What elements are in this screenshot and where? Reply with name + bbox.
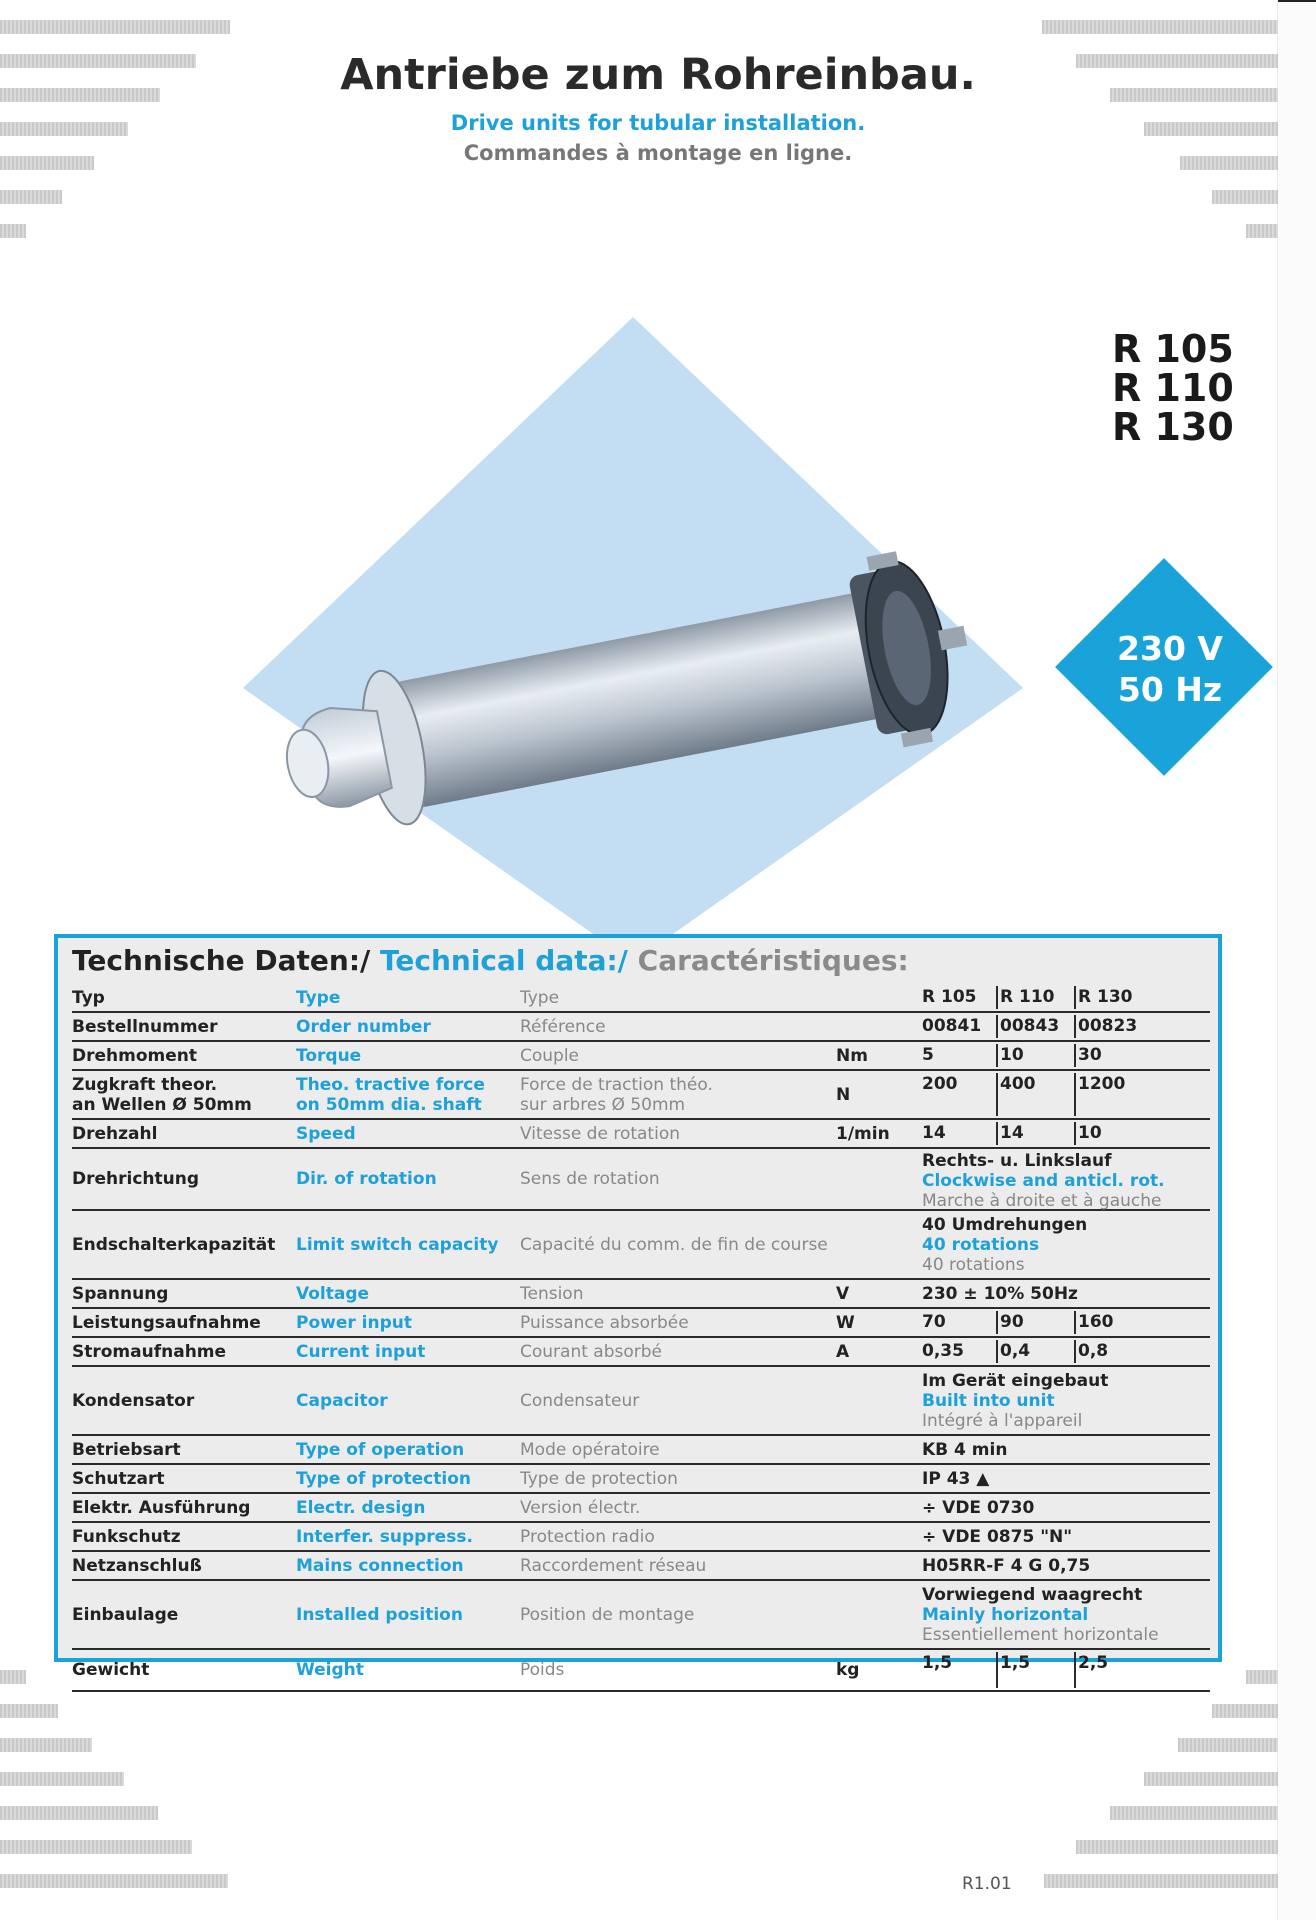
row-label-german: Betriebsart xyxy=(72,1440,181,1460)
table-row xyxy=(72,1309,1210,1338)
stripe-br-3 xyxy=(1178,1738,1278,1752)
stripe-tl-7 xyxy=(0,224,26,238)
row-label-french: Puissance absorbée xyxy=(520,1313,689,1333)
page-title: Antriebe zum Rohreinbau. xyxy=(340,50,976,100)
stripe-tr-6 xyxy=(1212,190,1278,204)
row-label-english: Type of operation xyxy=(296,1440,465,1460)
stripe-bl-2 xyxy=(0,1704,58,1718)
stripe-bl-5 xyxy=(0,1806,158,1820)
row-label-french: Vitesse de rotation xyxy=(520,1124,680,1144)
column-separator xyxy=(996,1122,998,1145)
table-row xyxy=(72,1338,1210,1367)
row-label-german: Gewicht xyxy=(72,1660,150,1680)
row-label-english: Torque xyxy=(296,1046,362,1066)
column-separator xyxy=(1074,1340,1076,1363)
stripe-br-7 xyxy=(1044,1874,1278,1888)
subtitle-english: Drive units for tubular installation. xyxy=(450,111,866,135)
table-row xyxy=(72,984,1210,1013)
row-label-german: Netzanschluß xyxy=(72,1556,202,1576)
heading-english: Technical data:/ xyxy=(380,944,628,977)
row-unit: 1/min xyxy=(836,1124,890,1144)
table-row xyxy=(72,1211,1210,1280)
column-separator xyxy=(1074,1652,1076,1688)
row-label-french: Type xyxy=(520,988,560,1008)
stripe-br-4 xyxy=(1144,1772,1278,1786)
row-span-value: 40 rotations xyxy=(922,1235,1040,1255)
row-value-1: 00841 xyxy=(922,1016,982,1036)
column-separator xyxy=(996,1311,998,1334)
row-value-1: R 105 xyxy=(922,987,977,1007)
row-span-value: Marche à droite et à gauche xyxy=(922,1191,1162,1211)
row-value-1: 14 xyxy=(922,1123,946,1143)
row-label-german: Funkschutz xyxy=(72,1527,181,1547)
stripe-bl-1 xyxy=(0,1670,26,1684)
stripe-br-6 xyxy=(1076,1840,1278,1854)
row-span-value: Clockwise and anticl. rot. xyxy=(922,1171,1165,1191)
column-separator xyxy=(1074,986,1076,1009)
row-label-german: Spannung xyxy=(72,1284,169,1304)
top-right-rule xyxy=(1278,0,1316,2)
row-value-3: 2,5 xyxy=(1078,1653,1109,1673)
table-heading xyxy=(72,944,909,977)
row-label-english: Installed position xyxy=(296,1605,463,1625)
row-label-german: Stromaufnahme xyxy=(72,1342,227,1362)
row-unit: A xyxy=(836,1342,850,1362)
row-unit: kg xyxy=(836,1660,860,1680)
row-value-1: 0,35 xyxy=(922,1341,964,1361)
row-label-french: Sens de rotation xyxy=(520,1169,660,1189)
row-label-english: Speed xyxy=(296,1124,356,1144)
row-span-value: 40 Umdrehungen xyxy=(922,1215,1088,1235)
row-value-1: 5 xyxy=(922,1045,934,1065)
row-span-value: Built into unit xyxy=(922,1391,1055,1411)
row-label-german: Zugkraft theor. an Wellen Ø 50mm xyxy=(72,1075,252,1115)
row-value-2: 1,5 xyxy=(1000,1653,1031,1673)
row-label-german: Leistungsaufnahme xyxy=(72,1313,261,1333)
row-span-value: IP 43 ▲ xyxy=(922,1469,990,1489)
row-span-value: Im Gerät eingebaut xyxy=(922,1371,1109,1391)
row-value-3: 1200 xyxy=(1078,1074,1126,1094)
row-label-english: Type of protection xyxy=(296,1469,471,1489)
row-label-german: Typ xyxy=(72,988,105,1008)
row-label-german: Elektr. Ausführung xyxy=(72,1498,251,1518)
row-span-value: ÷ VDE 0875 "N" xyxy=(922,1527,1073,1547)
table-row xyxy=(72,1149,1210,1211)
row-label-german: Endschalterkapazität xyxy=(72,1235,276,1255)
row-label-english: Capacitor xyxy=(296,1391,388,1411)
stripe-br-5 xyxy=(1110,1806,1278,1820)
row-label-english: Limit switch capacity xyxy=(296,1235,499,1255)
row-span-value: Intégré à l'appareil xyxy=(922,1411,1083,1431)
tubular-drive-illustration xyxy=(238,312,1028,972)
row-value-3: R 130 xyxy=(1078,987,1133,1007)
row-unit: N xyxy=(836,1085,851,1105)
column-separator xyxy=(1074,1044,1076,1067)
column-separator xyxy=(1074,1311,1076,1334)
column-separator xyxy=(1074,1073,1076,1116)
table-row xyxy=(72,1280,1210,1309)
row-label-french: Position de montage xyxy=(520,1605,695,1625)
row-span-value: 40 rotations xyxy=(922,1255,1025,1275)
table-row xyxy=(72,1367,1210,1436)
heading-french: Caractéristiques: xyxy=(637,944,909,977)
row-unit: W xyxy=(836,1313,855,1333)
table-row xyxy=(72,1436,1210,1465)
row-value-2: 400 xyxy=(1000,1074,1036,1094)
voltage-value: 230 V xyxy=(1117,629,1223,668)
row-span-value: KB 4 min xyxy=(922,1440,1008,1460)
column-separator xyxy=(1074,1122,1076,1145)
column-separator xyxy=(996,1044,998,1067)
row-label-german: Drehrichtung xyxy=(72,1169,200,1189)
model-r110: R 110 xyxy=(1112,366,1234,410)
row-label-german: Schutzart xyxy=(72,1469,165,1489)
model-r130: R 130 xyxy=(1112,405,1234,449)
stripe-tl-6 xyxy=(0,190,62,204)
row-value-1: 70 xyxy=(922,1312,946,1332)
row-label-english: Voltage xyxy=(296,1284,370,1304)
row-label-english: Current input xyxy=(296,1342,426,1362)
voltage-badge xyxy=(1090,628,1250,710)
row-label-german: Kondensator xyxy=(72,1391,195,1411)
table-row xyxy=(72,1013,1210,1042)
column-separator xyxy=(1074,1015,1076,1038)
row-label-french: Poids xyxy=(520,1660,565,1680)
row-label-german: Drehmoment xyxy=(72,1046,197,1066)
row-label-french: Capacité du comm. de fin de course xyxy=(520,1235,828,1255)
row-value-3: 160 xyxy=(1078,1312,1114,1332)
table-rows xyxy=(72,984,1210,1692)
table-row xyxy=(72,1120,1210,1149)
row-label-english: Power input xyxy=(296,1313,413,1333)
column-separator xyxy=(996,1073,998,1116)
row-label-english: Interfer. suppress. xyxy=(296,1527,473,1547)
stripe-bl-7 xyxy=(0,1874,228,1888)
table-row xyxy=(72,1650,1210,1692)
row-span-value: Vorwiegend waagrecht xyxy=(922,1585,1143,1605)
row-span-value: 230 ± 10% 50Hz xyxy=(922,1284,1078,1304)
row-label-english: Weight xyxy=(296,1660,364,1680)
row-value-2: 90 xyxy=(1000,1312,1024,1332)
row-label-english: Theo. tractive force on 50mm dia. shaft xyxy=(296,1075,485,1115)
row-label-english: Dir. of rotation xyxy=(296,1169,437,1189)
row-label-german: Drehzahl xyxy=(72,1124,158,1144)
row-label-french: Couple xyxy=(520,1046,580,1066)
column-separator xyxy=(996,1340,998,1363)
column-separator xyxy=(996,1652,998,1688)
row-value-1: 200 xyxy=(922,1074,958,1094)
stripe-br-2 xyxy=(1212,1704,1278,1718)
column-separator xyxy=(996,986,998,1009)
frequency-value: 50 Hz xyxy=(1117,670,1223,709)
row-label-french: Courant absorbé xyxy=(520,1342,663,1362)
model-list xyxy=(1112,327,1234,449)
table-row xyxy=(72,1552,1210,1581)
stripe-bl-3 xyxy=(0,1738,92,1752)
row-unit: V xyxy=(836,1284,850,1304)
row-label-english: Electr. design xyxy=(296,1498,426,1518)
row-label-english: Order number xyxy=(296,1017,431,1037)
row-label-french: Raccordement réseau xyxy=(520,1556,707,1576)
stripe-bl-6 xyxy=(0,1840,192,1854)
row-label-german: Einbaulage xyxy=(72,1605,179,1625)
row-span-value: ÷ VDE 0730 xyxy=(922,1498,1035,1518)
technical-data-table xyxy=(54,934,1222,1680)
row-label-french: Type de protection xyxy=(520,1469,678,1489)
table-row xyxy=(72,1494,1210,1523)
row-label-french: Protection radio xyxy=(520,1527,655,1547)
row-value-3: 10 xyxy=(1078,1123,1102,1143)
row-label-french: Version électr. xyxy=(520,1498,641,1518)
row-span-value: Rechts- u. Linkslauf xyxy=(922,1151,1112,1171)
row-label-french: Mode opératoire xyxy=(520,1440,660,1460)
table-row xyxy=(72,1071,1210,1120)
row-label-french: Condensateur xyxy=(520,1391,640,1411)
page-code: R1.01 xyxy=(962,1874,1012,1894)
row-label-french: Tension xyxy=(520,1284,584,1304)
row-label-french: Force de traction théo. sur arbres Ø 50mm xyxy=(520,1075,713,1115)
row-value-2: R 110 xyxy=(1000,987,1055,1007)
row-value-3: 30 xyxy=(1078,1045,1102,1065)
stripe-tl-1 xyxy=(0,20,230,34)
model-r105: R 105 xyxy=(1112,327,1234,371)
row-value-1: 1,5 xyxy=(922,1653,953,1673)
row-unit: Nm xyxy=(836,1046,868,1066)
table-row xyxy=(72,1523,1210,1552)
row-value-2: 10 xyxy=(1000,1045,1024,1065)
row-label-english: Type xyxy=(296,988,341,1008)
heading-german: Technische Daten:/ xyxy=(72,944,371,977)
row-label-english: Mains connection xyxy=(296,1556,464,1576)
row-value-2: 0,4 xyxy=(1000,1341,1031,1361)
subtitle-french: Commandes à montage en ligne. xyxy=(463,141,853,165)
row-label-french: Référence xyxy=(520,1017,606,1037)
table-row xyxy=(72,1581,1210,1650)
right-margin-strip xyxy=(1277,0,1316,1920)
table-row xyxy=(72,1465,1210,1494)
stripe-br-1 xyxy=(1246,1670,1278,1684)
row-value-3: 00823 xyxy=(1078,1016,1138,1036)
row-value-2: 14 xyxy=(1000,1123,1024,1143)
row-span-value: H05RR-F 4 G 0,75 xyxy=(922,1556,1091,1576)
stripe-tr-1 xyxy=(1042,20,1278,34)
table-row xyxy=(72,1042,1210,1071)
stripe-bl-4 xyxy=(0,1772,124,1786)
column-separator xyxy=(996,1015,998,1038)
row-value-3: 0,8 xyxy=(1078,1341,1109,1361)
row-span-value: Mainly horizontal xyxy=(922,1605,1089,1625)
stripe-tr-7 xyxy=(1246,224,1278,238)
row-value-2: 00843 xyxy=(1000,1016,1060,1036)
row-span-value: Essentiellement horizontale xyxy=(922,1625,1159,1645)
row-label-german: Bestellnummer xyxy=(72,1017,218,1037)
